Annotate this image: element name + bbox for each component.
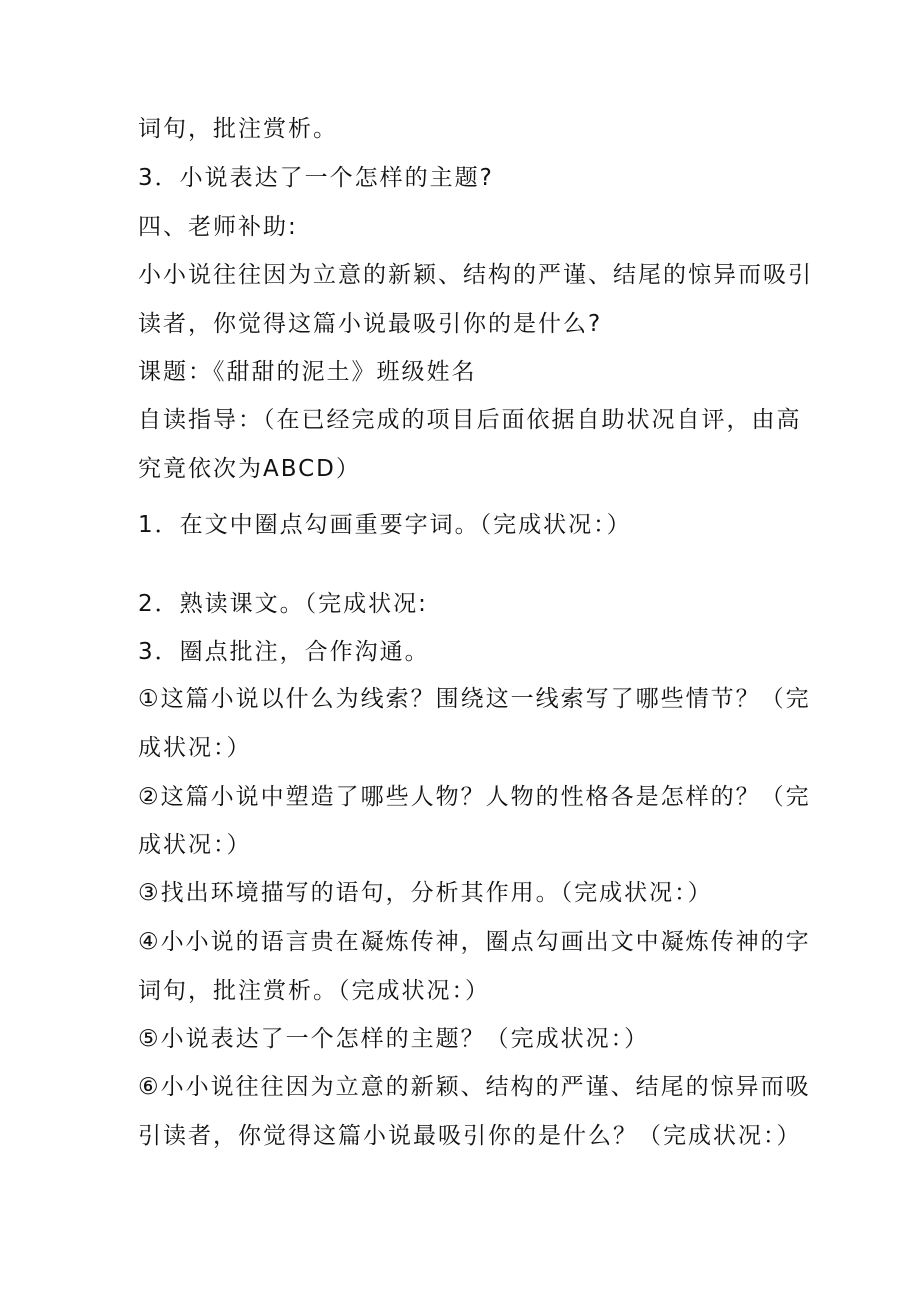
text-line: ②这篇小说中塑造了哪些人物？人物的性格各是怎样的？（完 (138, 784, 811, 810)
text-line: ①这篇小说以什么为线索？围绕这一线索写了哪些情节？（完 (138, 686, 811, 712)
text-line: 成状况：） (138, 735, 252, 761)
text-line: 2．熟读课文。（完成状况: (138, 591, 428, 617)
text-line: 究竟依次为ABCD） (138, 456, 361, 482)
text-line: 课题：《甜甜的泥土》班级姓名 (138, 359, 477, 385)
text-line: 3．圈点批注，合作沟通。 (138, 639, 430, 665)
text-line: 3．小说表达了一个怎样的主题? (138, 165, 494, 191)
text-line: 四、老师补助: (138, 214, 298, 240)
text-line: 词句，批注赏析。 (138, 116, 338, 142)
text-line: 词句，批注赏析。（完成状况：） (138, 978, 490, 1004)
text-line: 读者，你觉得这篇小说最吸引你的是什么? (138, 311, 603, 337)
text-line: ⑤小说表达了一个怎样的主题？（完成状况：） (138, 1026, 650, 1052)
text-line: ③找出环境描写的语句，分析其作用。（完成状况：） (138, 880, 713, 906)
text-line: 小小说往往因为立意的新颖、结构的严谨、结尾的惊异而吸引 (138, 262, 813, 288)
text-line: 自读指导：（在已经完成的项目后面依据自助状况自评，由高 (138, 407, 802, 433)
text-line: ④小小说的语言贵在凝炼传神，圈点勾画出文中凝炼传神的字 (138, 929, 811, 955)
text-line: 引读者，你觉得这篇小说最吸引你的是什么？（完成状况：） (138, 1123, 802, 1149)
text-line: ⑥小小说往往因为立意的新颖、结构的严谨、结尾的惊异而吸 (138, 1074, 811, 1100)
text-line: 成状况：） (138, 832, 252, 858)
text-line: 1．在文中圈点勾画重要字词。（完成状况：） (138, 512, 632, 538)
